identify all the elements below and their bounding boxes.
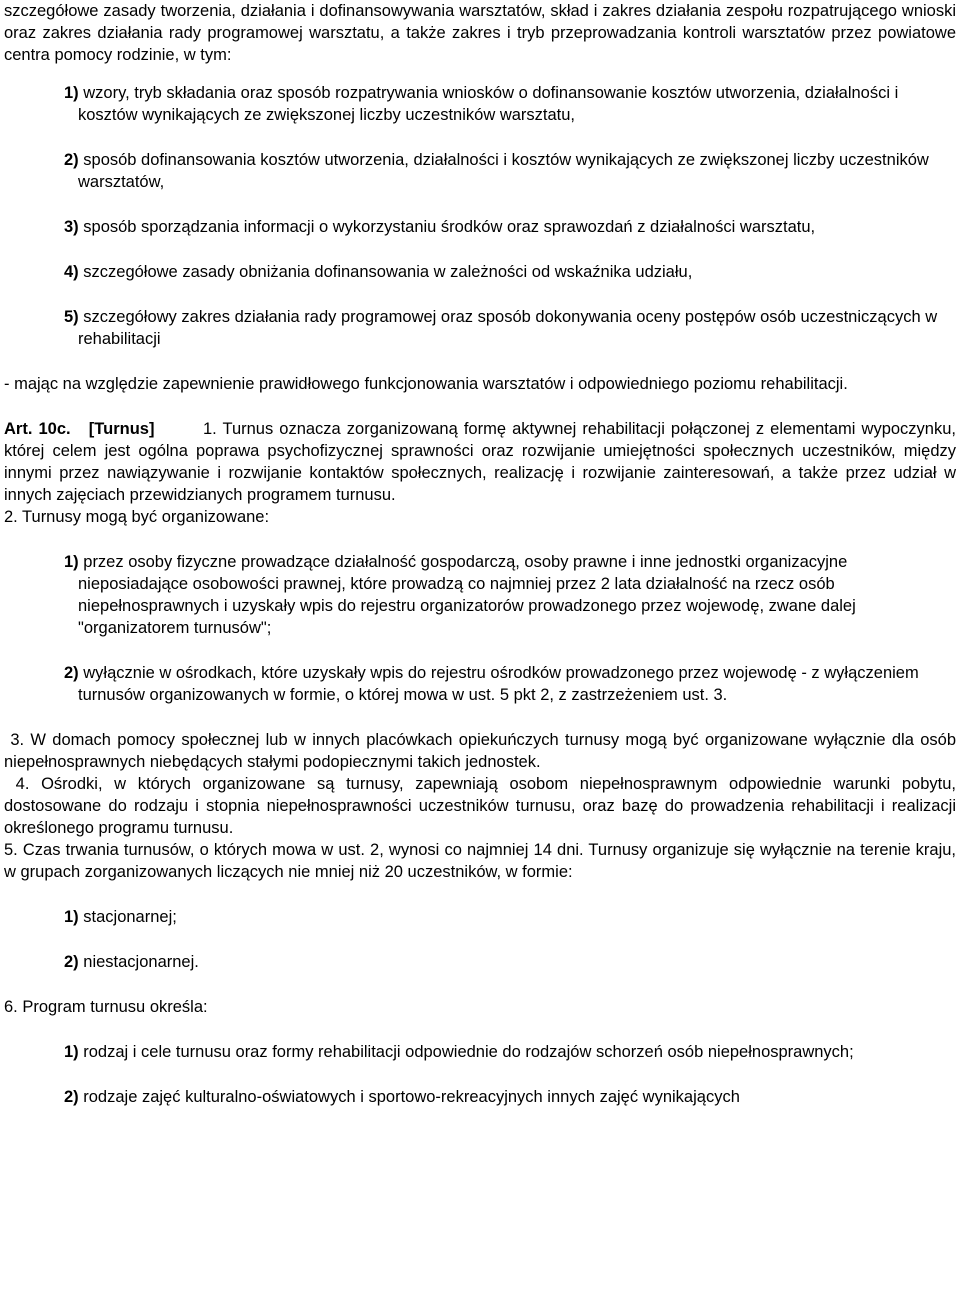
article-paragraph-3 [4,729,956,773]
item-text: sposób sporządzania informacji o wykorzystaniu środków oraz sprawozdań z działalności warsztatu, [83,218,816,236]
item-text: rodzaje zajęć kulturalno-oświatowych i sportowo-rekreacyjnych innych zajęć wynikających [83,1088,740,1106]
list-item [4,216,956,238]
item-text: sposób dofinansowania kosztów utworzenia, działalności i kosztów wynikających ze zwiększonej liczby uczestników warsztatów, [78,151,929,191]
item-number: 2) [64,953,79,971]
list-item [4,906,956,928]
delegation-list [4,82,956,350]
intro-paragraph: szczegółowe zasady tworzenia, działania i dofinansowywania warsztatów, skład i zakres działania zespołu rozpatrującego wnioski oraz zakres działania rady programowej warsztatu, a także zakres i tryb przeprowadzania kontroli warsztatów przez powiatowe centra pomocy rodzinie, w tym: [4,2,956,64]
list-item [4,662,956,706]
item-number: 1) [64,553,79,571]
item-text: niestacjonarnej. [83,953,199,971]
list-item [4,551,956,639]
article-paragraph-6: 6. Program turnusu określa: [4,998,208,1016]
organizer-list [4,551,956,706]
form-list [4,906,956,973]
item-number: 3) [64,218,79,236]
item-text: stacjonarnej; [83,908,177,926]
item-number: 2) [64,664,79,682]
list-item [4,82,956,126]
item-number: 5) [64,308,79,326]
article-paragraph-1 [4,418,956,506]
list-item [4,306,956,350]
item-text: wzory, tryb składania oraz sposób rozpatrywania wniosków o dofinansowanie kosztów utworzenia, działalności i kosztów wynikających ze zwiększonej liczby uczestników warsztatu, [78,84,899,124]
article-paragraph-5: 5. Czas trwania turnusów, o których mowa w ust. 2, wynosi co najmniej 14 dni. Turnusy organizuje się wyłącznie na terenie kraju, w grupach zorganizowanych liczących nie mniej niż 20 uczestników, w formie: [4,841,956,881]
item-text: przez osoby fizyczne prowadzące działalność gospodarczą, osoby prawne i inne jednostki organizacyjne nieposiadające osobowości prawnej, które prowadzą co najmniej przez 2 lata działalność na rzecz osób niepełnosprawnych i uzyskały wpis do rejestru organizatorów prowadzonego przez wojewodę, zwane dalej "organizatorem turnusów"; [78,553,856,637]
list-item [4,1086,956,1108]
list-item [4,1041,956,1063]
article-paragraph-4 [4,773,956,839]
paragraph-text: 3. W domach pomocy społecznej lub w innych placówkach opiekuńczych turnusy mogą być organizowane wyłącznie dla osób niepełnosprawnych niebędących stałymi podopiecznymi takich jednostek. [4,731,956,771]
item-number: 2) [64,1088,79,1106]
article-label: Art. 10c. [4,420,71,438]
list-item [4,261,956,283]
item-text: szczegółowy zakres działania rady programowej oraz sposób dokonywania oceny postępów osób uczestniczących w rehabilitacji [78,308,938,348]
item-text: wyłącznie w ośrodkach, które uzyskały wpis do rejestru ośrodków prowadzonego przez wojewodę - z wyłączeniem turnusów organizowanych w formie, o której mowa w ust. 5 pkt 2, z zastrzeżeniem ust. 3. [78,664,919,704]
item-number: 4) [64,263,79,281]
article-text: 1. Turnus oznacza zorganizowaną formę aktywnej rehabilitacji połączonej z elementami wypoczynku, której celem jest ogólna poprawa psychofizycznej sprawności oraz rozwijanie umiejętności społecznych uczestników, między innymi przez nawiązywanie i rozwijanie kontaktów społecznych, realizację i rozwijanie zainteresowań, a także przez udział w innych zajęciach przewidzianych programem turnusu. [4,420,956,504]
article-title: [Turnus] [88,420,155,438]
item-number: 1) [64,84,79,102]
item-number: 1) [64,1043,79,1061]
paragraph-text: 4. Ośrodki, w których organizowane są turnusy, zapewniają osobom niepełnosprawnym odpowiednie warunki pobytu, dostosowane do rodzaju i stopnia niepełnosprawności uczestników turnusu, oraz bazę do prowadzenia rehabilitacji i realizacji określonego programu turnusu. [4,775,957,837]
closing-paragraph: - mając na względzie zapewnienie prawidłowego funkcjonowania warsztatów i odpowiedniego poziomu rehabilitacji. [4,375,848,393]
list-item [4,149,956,193]
item-number: 1) [64,908,79,926]
item-number: 2) [64,151,79,169]
item-text: szczegółowe zasady obniżania dofinansowania w zależności od wskaźnika udziału, [83,263,693,281]
list-item [4,951,956,973]
item-text: rodzaj i cele turnusu oraz formy rehabilitacji odpowiednie do rodzajów schorzeń osób niepełnosprawnych; [83,1043,854,1061]
program-list [4,1041,956,1108]
article-paragraph-2: 2. Turnusy mogą być organizowane: [4,508,270,526]
